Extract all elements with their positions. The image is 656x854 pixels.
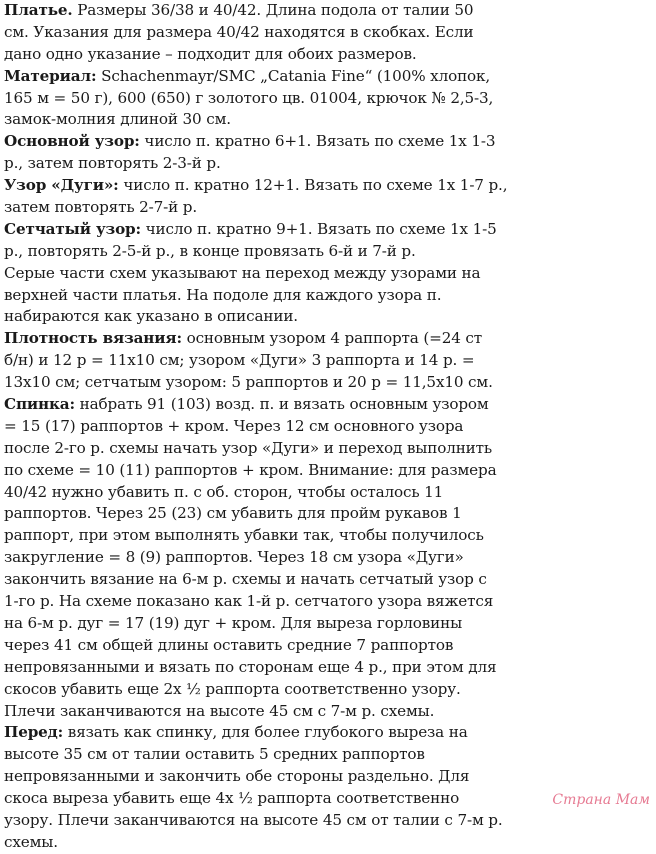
text-line <box>4 372 650 394</box>
line-text: Размеры 36/38 и 40/42. Длина подола от талии 50 <box>72 1 474 19</box>
text-line <box>4 88 650 110</box>
line-text: основным узором 4 раппорта (=24 ст <box>181 329 483 348</box>
line-text: скосов убавить еще 2х ½ раппорта соответственно узору. <box>4 679 461 698</box>
text-line <box>4 328 650 350</box>
line-text: по схеме = 10 (11) раппортов + кром. Внимание: для размера <box>4 460 497 479</box>
line-text: непровязанными и закончить обе стороны раздельно. Для <box>4 767 470 786</box>
text-line <box>4 306 650 328</box>
line-text: раппорт, при этом выполнять убавки так, чтобы получилось <box>4 526 484 545</box>
line-text: р., повторять 2-5-й р., в конце провязать 6-й и 7-й р. <box>4 241 416 260</box>
line-text: набрать 91 (103) возд. п. и вязать основным узором <box>74 395 489 414</box>
line-text: узору. Плечи заканчиваются на высоте 45 см от талии с 7-м р. <box>4 810 503 829</box>
text-line <box>4 810 650 832</box>
text-line <box>4 503 650 525</box>
text-line <box>4 109 650 131</box>
line-text: число п. кратно 9+1. Вязать по схеме 1х 1-5 <box>140 219 497 238</box>
line-text: 13х10 см; сетчатым узором: 5 раппортов и 20 р = 11,5х10 см. <box>4 373 493 392</box>
line-text: Серые части схем указывают на переход между узорами на <box>4 263 481 282</box>
text-line <box>4 153 650 175</box>
line-text: см. Указания для размера 40/42 находятся в скобках. Если <box>4 22 474 41</box>
text-line <box>4 197 650 219</box>
line-text: б/н) и 12 р = 11х10 см; узором «Дуги» 3 раппорта и 14 р. = <box>4 351 475 370</box>
line-text: непровязанными и вязать по сторонам еще 4 р., при этом для <box>4 657 497 676</box>
site-watermark: Страна Мам <box>552 792 650 808</box>
line-text: верхней части платья. На подоле для каждого узора п. <box>4 285 442 304</box>
text-line <box>4 722 650 744</box>
section-heading: Материал: <box>4 66 97 85</box>
line-text: затем повторять 2-7-й р. <box>4 198 198 217</box>
line-text: раппортов. Через 25 (23) см убавить для пройм рукавов 1 <box>4 504 462 523</box>
text-line <box>4 22 650 44</box>
line-text: 165 м = 50 г), 600 (650) г золотого цв. 01004, крючок № 2,5-3, <box>4 88 494 107</box>
text-line <box>4 219 650 241</box>
line-text: число п. кратно 12+1. Вязать по схеме 1х 1-7 р., <box>118 176 508 195</box>
text-line <box>4 657 650 679</box>
line-text: вязать как спинку, для более глубокого выреза на <box>63 723 468 742</box>
text-line <box>4 679 650 701</box>
line-text: 40/42 нужно убавить п. с об. сторон, чтобы осталось 11 <box>4 482 444 501</box>
text-line <box>4 744 650 766</box>
text-line <box>4 0 650 22</box>
line-text: через 41 см общей длины оставить средние 7 раппортов <box>4 635 454 654</box>
section-heading: Основной узор: <box>4 132 140 151</box>
text-line <box>4 701 650 723</box>
section-heading: Плотность вязания: <box>4 329 182 348</box>
section-heading: Спинка: <box>4 395 75 414</box>
text-line <box>4 44 650 66</box>
text-line <box>4 591 650 613</box>
line-text: р., затем повторять 2-3-й р. <box>4 154 221 173</box>
line-text: набираются как указано в описании. <box>4 307 298 326</box>
line-text: Плечи заканчиваются на высоте 45 см с 7-м р. схемы. <box>4 701 435 720</box>
text-line <box>4 460 650 482</box>
line-text: на 6-м р. дуг = 17 (19) дуг + кром. Для выреза горловины <box>4 613 463 632</box>
text-line <box>4 832 650 854</box>
text-line <box>4 285 650 307</box>
line-text: после 2-го р. схемы начать узор «Дуги» и переход выполнить <box>4 438 493 457</box>
text-line <box>4 613 650 635</box>
text-line <box>4 416 650 438</box>
section-heading: Узор «Дуги»: <box>4 176 119 195</box>
text-line <box>4 525 650 547</box>
line-text: схемы. <box>4 832 58 851</box>
line-text: замок-молния длиной 30 см. <box>4 110 231 129</box>
line-text: дано одно указание – подходит для обоих размеров. <box>4 44 417 63</box>
section-heading: Перед: <box>4 723 64 742</box>
line-text: закончить вязание на 6-м р. схемы и начать сетчатый узор с <box>4 570 487 589</box>
section-heading: Сетчатый узор: <box>4 219 141 238</box>
text-line <box>4 394 650 416</box>
instructions-text <box>4 0 650 854</box>
line-text: число п. кратно 6+1. Вязать по схеме 1х 1-3 <box>139 132 496 151</box>
text-line <box>4 635 650 657</box>
text-line <box>4 547 650 569</box>
text-line <box>4 131 650 153</box>
section-heading: Платье. <box>4 1 73 19</box>
line-text: закругление = 8 (9) раппортов. Через 18 см узора «Дуги» <box>4 548 464 567</box>
text-line <box>4 766 650 788</box>
line-text: = 15 (17) раппортов + кром. Через 12 см основного узора <box>4 416 464 435</box>
line-text: 1-го р. На схеме показано как 1-й р. сетчатого узора вяжется <box>4 592 494 611</box>
line-text: высоте 35 см от талии оставить 5 средних раппортов <box>4 745 425 764</box>
text-line <box>4 438 650 460</box>
text-line <box>4 66 650 88</box>
line-text: Schachenmayr/SMC „Catania Fine“ (100% хлопок, <box>96 66 491 85</box>
text-line <box>4 175 650 197</box>
text-line <box>4 350 650 372</box>
text-line <box>4 241 650 263</box>
text-line <box>4 569 650 591</box>
text-line <box>4 263 650 285</box>
line-text: скоса выреза убавить еще 4х ½ раппорта соответственно <box>4 789 460 808</box>
text-line <box>4 482 650 504</box>
